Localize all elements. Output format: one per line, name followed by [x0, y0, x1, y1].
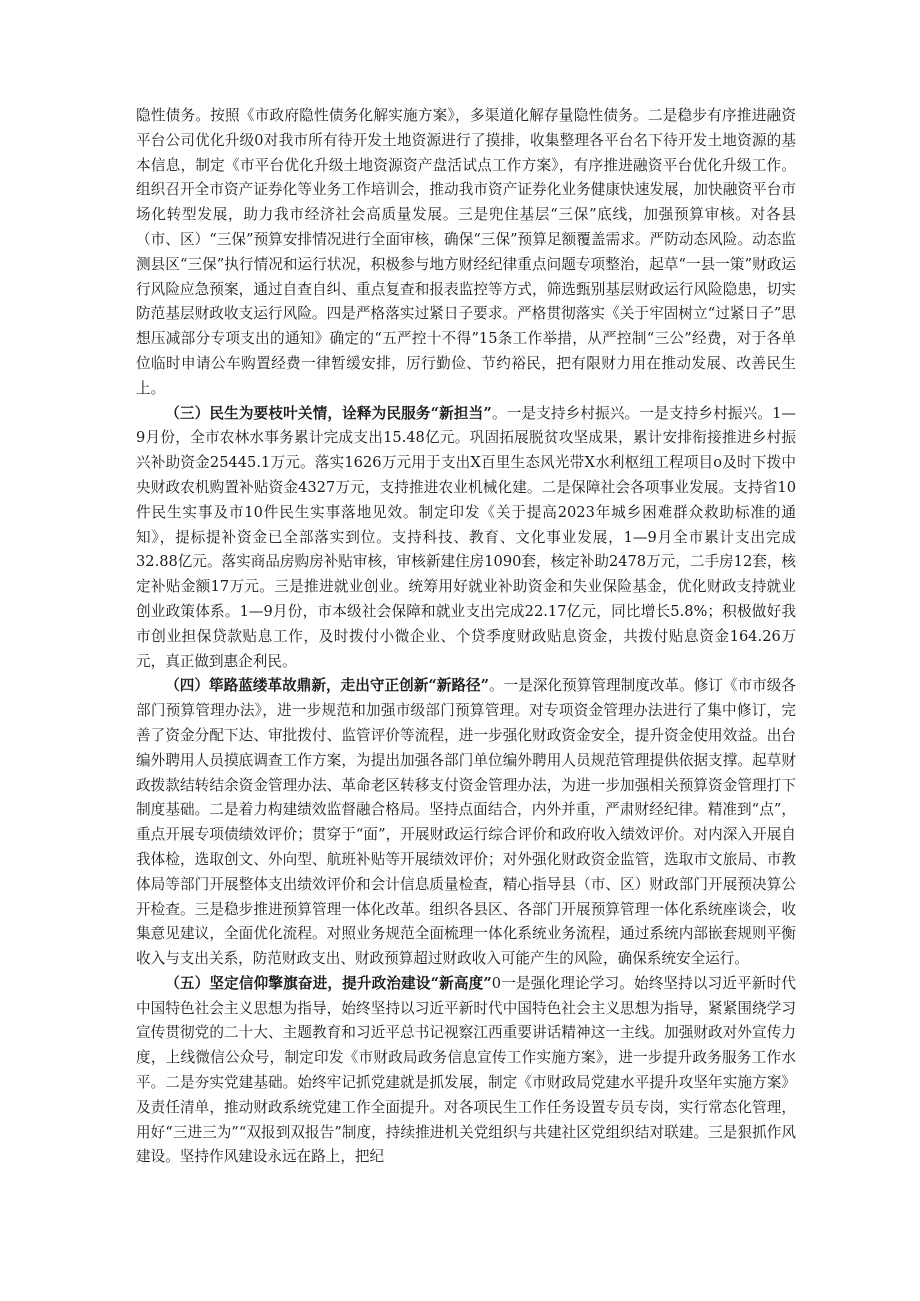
paragraph-body: 0一是强化理论学习。始终坚持以习近平新时代中国特色社会主义思想为指导，始终坚持以习近平新时代中国特色社会主义思想为指导，紧紧围绕学习宣传贯彻党的二十大、主题教育和习近平总书记视察江西重要讲话精神这一主线。加强财政对外宣传力度，上线微信公众号，制定印发《市财政局政务信息宣传工作实施方案》，进一步提升政务服务工作水平。二是夯实党建基础。始终牢记抓党建就是抓发展，制定《市财政局党建水平提升攻坚年实施方案》及责任清单，推动财政系统党建工作全面提升。对各项民生工作任务设置专员专岗，实行常态化管理，用好“三进三为”“双报到双报告”制度，持续推进机关党组织与共建社区党组织结对联建。三是狠抓作风建设。坚持作风建设永远在路上，把纪 — [136, 974, 796, 1166]
paragraph-body: 。一是深化预算管理制度改革。修订《市市级各部门预算管理办法》，进一步规范和加强市级部门预算管理。对专项资金管理办法进行了集中修订，完善了资金分配下达、审批拨付、监管评价等流程，进一步强化财政资金安全，提升资金使用效益。出台编外聘用人员摸底调查工作方案，为提出加强各部门单位编外聘用人员规范管理提供依据支撑。起草财政拨款结转结余资金管理办法、革命老区转移支付资金管理办法，为进一步加强相关预算资金管理打下制度基础。二是着力构建绩效监督融合格局。坚持点面结合，内外并重，严肃财经纪律。精准到“点”，重点开展专项债绩效评价；贯穿于“面”，开展财政运行综合评价和政府收入绩效评价。对内深入开展自我体检，选取创文、外向型、航班补贴等开展绩效评价；对外强化财政资金监管，选取市文旅局、市教体局等部门开展整体支出绩效评价和会计信息质量检查，精心指导县（市、区）财政部门开展预决算公开检查。三是稳步推进预算管理一体化改革。组织各县区、各部门开展预算管理一体化系统座谈会，收集意见建议，全面优化流程。对照业务规范全面梳理一体化系统业务流程，通过系统内部嵌套规则平衡收入与支出关系，防范财政支出、财政预算超过财政收入可能产生的风险，确保系统安全运行。 — [136, 677, 796, 968]
paragraph-debt — [136, 104, 796, 402]
paragraph-body: 隐性债务。按照《市政府隐性债务化解实施方案》，多渠道化解存量隐性债务。二是稳步有序推进融资平台公司优化升级0对我市所有待开发土地资源进行了摸排，收集整理各平台名下待开发土地资源的基本信息，制定《市平台优化升级土地资源资产盘活试点工作方案》，有序推进融资平台优化升级工作。组织召开全市资产证券化等业务工作培训会，推动我市资产证券化业务健康快速发展，加快融资平台市场化转型发展，助力我市经济社会高质量发展。三是兜住基层“三保”底线，加强预算审核。对各县（市、区）“三保”预算安排情况进行全面审核，确保“三保”预算足额覆盖需求。严防动态风险。动态监测县区“三保”执行情况和运行状况，积极参与地方财经纪律重点问题专项整治，起草“一县一策”财政运行风险应急预案，通过自查自纠、重点复查和报表监控等方式，筛选甄别基层财政运行风险隐患，切实防范基层财政收支运行风险。四是严格落实过紧日子要求。严格贯彻落实《关于牢固树立“过紧日子”思想压减部分专项支出的通知》确定的“五严控十不得”15条工作举措，从严控制“三公”经费，对于各单位临时申请公车购置经费一律暂缓安排，厉行勤俭、节约裕民，把有限财力用在推动发展、改善民生上。 — [136, 107, 796, 397]
section-heading: （三）民生为要枝叶关情，诠释为民服务“新担当” — [165, 404, 492, 422]
paragraph-innovation — [136, 674, 796, 972]
document-page — [136, 104, 796, 1170]
section-heading: （四）筚路蓝缕革故鼎新，走出守正创新“新路径” — [165, 677, 489, 695]
paragraph-body: 。一是支持乡村振兴。一是支持乡村振兴。1—9月份，全市农林水事务累计完成支出15.48亿元。巩固拓展脱贫攻坚成果，累计安排衔接推进乡村振兴补助资金25445.1万元。落实1626万元用于支出X百里生态风光带X水利枢纽工程项目o及时下拨中央财政农机购置补贴资金4327万元，支持推进农业机械化建。二是保障社会各项事业发展。支持省10件民生实事及市10件民生实事落地见效。制定印发《关于提高2023年城乡困难群众救助标准的通知》，提标提补资金已全部落实到位。支持科技、教育、文化事业发展，1—9月全市累计支出完成32.88亿元。落实商品房购房补贴审核，审核新建住房1090套，核定补助2478万元，二手房12套，核定补贴金额17万元。三是推进就业创业。统筹用好就业补助资金和失业保险基金，优化财政支持就业创业政策体系。1—9月份，市本级社会保障和就业支出完成22.17亿元，同比增长5.8%；积极做好我市创业担保贷款贴息工作，及时拨付小微企业、个贷季度财政贴息资金，共拨付贴息资金164.26万元，真正做到惠企利民。 — [136, 404, 797, 670]
section-heading: （五）坚定信仰擎旗奋进，提升政治建设“新高度” — [165, 974, 492, 992]
paragraph-political — [136, 972, 796, 1170]
paragraph-livelihood — [136, 402, 796, 675]
